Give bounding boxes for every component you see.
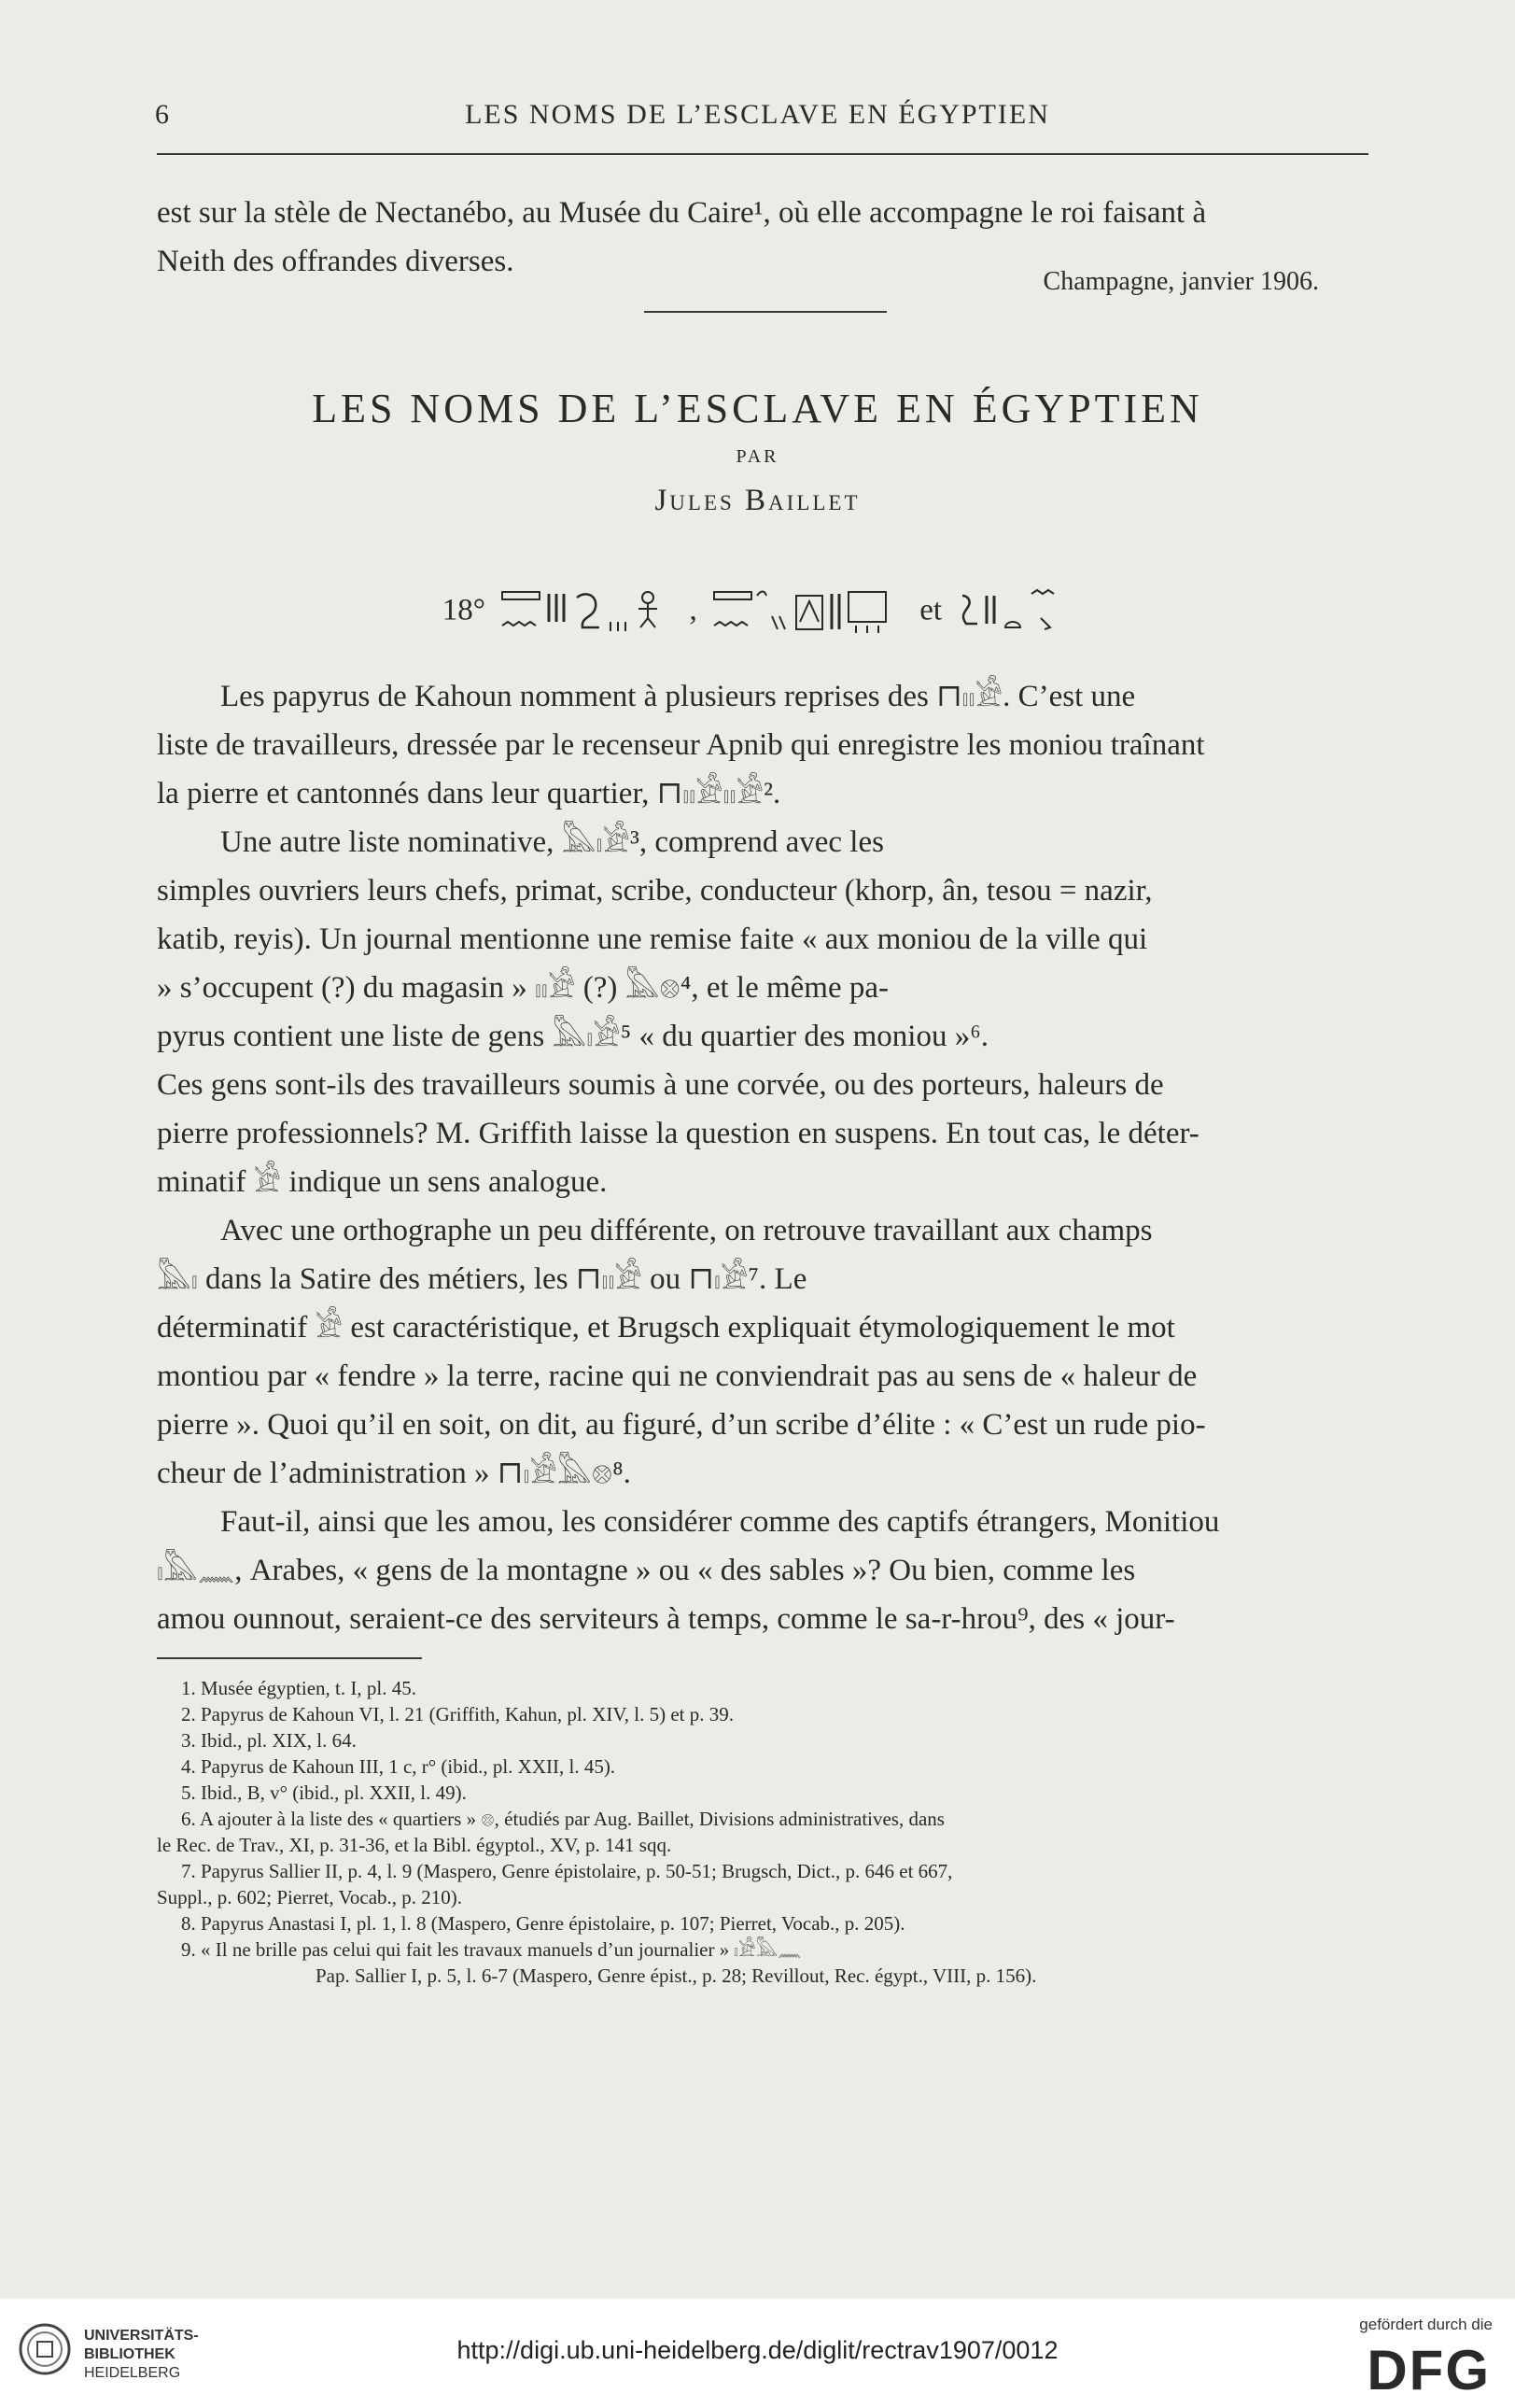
text-line: katib, reyis). Un journal mentionne une remise faite « aux moniou de la ville qui [157, 922, 1148, 956]
text-line: liste de travailleurs, dressée par le recenseur Apnib qui enregistre les moniou traînant [157, 728, 1205, 762]
article-body [157, 672, 1370, 1643]
footnote-continuation: le Rec. de Trav., XI, p. 31-36, et la Bibl. égyptol., XV, p. 141 sqq. [157, 1834, 672, 1856]
footnote: 9. « Il ne brille pas celui qui fait les travaux manuels d’un journalier » 𓏤𓀀𓅓𓈖 [181, 1938, 802, 1961]
library-name-line: UNIVERSITÄTS- [84, 2328, 199, 2344]
text-line: Neith des offrandes diverses. [157, 245, 514, 278]
text-line: pierre professionnels? M. Griffith laisse la question en suspens. En tout cas, le déter- [157, 1117, 1199, 1150]
footnote: 6. A ajouter à la liste des « quartiers » 𓊖, étudiés par Aug. Baillet, Divisions administratives, dans [181, 1808, 945, 1830]
document-url-link[interactable]: http://digi.ub.uni-heidelberg.de/diglit/rectrav1907/0012 [456, 2336, 1059, 2364]
footnote: 8. Papyrus Anastasi I, pl. 1, l. 8 (Maspero, Genre épistolaire, p. 107; Pierret, Vocab., p. 205). [181, 1912, 905, 1935]
footnotes [157, 1675, 1370, 1989]
text-line: 𓏤𓅓𓈖, Arabes, « gens de la montagne » ou « des sables »? Ou bien, comme les [157, 1554, 1136, 1587]
text-line: cheur de l’administration » ⊓𓏤𓀀𓅓𓊖⁸. [157, 1457, 631, 1490]
dfg-logo: DFG [1367, 2339, 1491, 2401]
text-line: simples ouvriers leurs chefs, primat, scribe, conducteur (khorp, ân, tesou = nazir, [157, 874, 1153, 908]
text-line: pierre ». Quoi qu’il en soit, on dit, au figuré, d’un scribe d’élite : « C’est un rude pio- [157, 1408, 1206, 1442]
text-line: déterminatif 𓀀 est caractéristique, et Brugsch expliquait étymologiquement le mot [157, 1311, 1175, 1345]
article-author: Jules Baillet [654, 484, 861, 517]
header-rule [157, 153, 1368, 155]
text-line: Une autre liste nominative, 𓅓𓏤𓀀³, comprend avec les [220, 825, 884, 859]
footnote: 7. Papyrus Sallier II, p. 4, l. 9 (Maspero, Genre épistolaire, p. 50-51; Brugsch, Dict., p. 646 et 667, [181, 1860, 953, 1882]
text-line: pyrus contient une liste de gens 𓅓𓏤𓀀⁵ « du quartier des moniou »⁶. [157, 1020, 989, 1053]
section-number: 18° [442, 593, 485, 627]
library-name-line: BIBLIOTHEK [84, 2346, 175, 2362]
text-line: Avec une orthographe un peu différente, on retrouve travaillant aux champs [220, 1214, 1153, 1247]
footnote: 3. Ibid., pl. XIX, l. 64. [181, 1729, 357, 1752]
text-line: » s’occupent (?) du magasin » 𓏤𓏤𓀀 (?) 𓅓𓊖⁴, et le même pa- [157, 971, 890, 1005]
text-line: amou ounnout, seraient-ce des serviteurs à temps, comme le sa-r-hrou⁹, des « jour- [157, 1602, 1175, 1636]
article-title: LES NOMS DE L’ESCLAVE EN ÉGYPTIEN [312, 386, 1203, 431]
footnote-continuation: Suppl., p. 602; Pierret, Vocab., p. 210). [157, 1886, 463, 1908]
page-number: 6 [155, 99, 169, 130]
footnote: 5. Ibid., B, v° (ibid., pl. XXII, l. 49). [181, 1781, 467, 1804]
hieroglyph-group-icon [498, 584, 676, 641]
text-line: est sur la stèle de Nectanébo, au Musée du Caire¹, où elle accompagne le roi faisant à [157, 196, 1207, 230]
footnote-continuation: Pap. Sallier I, p. 5, l. 6-7 (Maspero, Genre épist., p. 28; Revillout, Rec. égypt., VIII, p. 156). [316, 1964, 1037, 1987]
footnote-rule [157, 1657, 422, 1659]
dateline: Champagne, janvier 1906. [1043, 267, 1319, 296]
running-title: LES NOMS DE L’ESCLAVE EN ÉGYPTIEN [465, 99, 1050, 130]
footnote: 4. Papyrus de Kahoun III, 1 c, r° (ibid., pl. XXII, l. 45). [181, 1755, 616, 1778]
text-line: minatif 𓀀 indique un sens analogue. [157, 1165, 608, 1199]
text-line: Faut-il, ainsi que les amou, les considérer comme des captifs étrangers, Monitiou [220, 1505, 1220, 1539]
text-line: la pierre et cantonnés dans leur quartier, ⊓𓏤𓏤𓀀𓏤𓏤𓀀². [157, 777, 781, 810]
hieroglyph-group-icon [710, 584, 906, 641]
sponsor-label: gefördert durch die [1359, 2316, 1493, 2333]
section-heading: 18° , et [0, 584, 1515, 641]
library-name-line: HEIDELBERG [84, 2365, 181, 2381]
text-line: Ces gens sont-ils des travailleurs soumis à une corvée, ou des porteurs, haleurs de [157, 1068, 1164, 1102]
footnote: 1. Musée égyptien, t. I, pl. 45. [181, 1677, 416, 1699]
article-byline: PAR [736, 446, 779, 467]
hieroglyph-group-icon [955, 584, 1067, 641]
section-join: et [919, 593, 943, 627]
separator-rule [644, 311, 887, 313]
text-line: montiou par « fendre » la terre, racine qui ne conviendrait pas au sens de « haleur de [157, 1359, 1198, 1393]
text-line: Les papyrus de Kahoun nomment à plusieurs reprises des ⊓𓏤𓏤𓀀. C’est une [220, 680, 1136, 713]
text-line: 𓅓𓏤 dans la Satire des métiers, les ⊓𓏤𓏤𓀀 ou ⊓𓏤𓀀⁷. Le [157, 1262, 807, 1296]
footnote: 2. Papyrus de Kahoun VI, l. 21 (Griffith, Kahun, pl. XIV, l. 5) et p. 39. [181, 1703, 735, 1725]
